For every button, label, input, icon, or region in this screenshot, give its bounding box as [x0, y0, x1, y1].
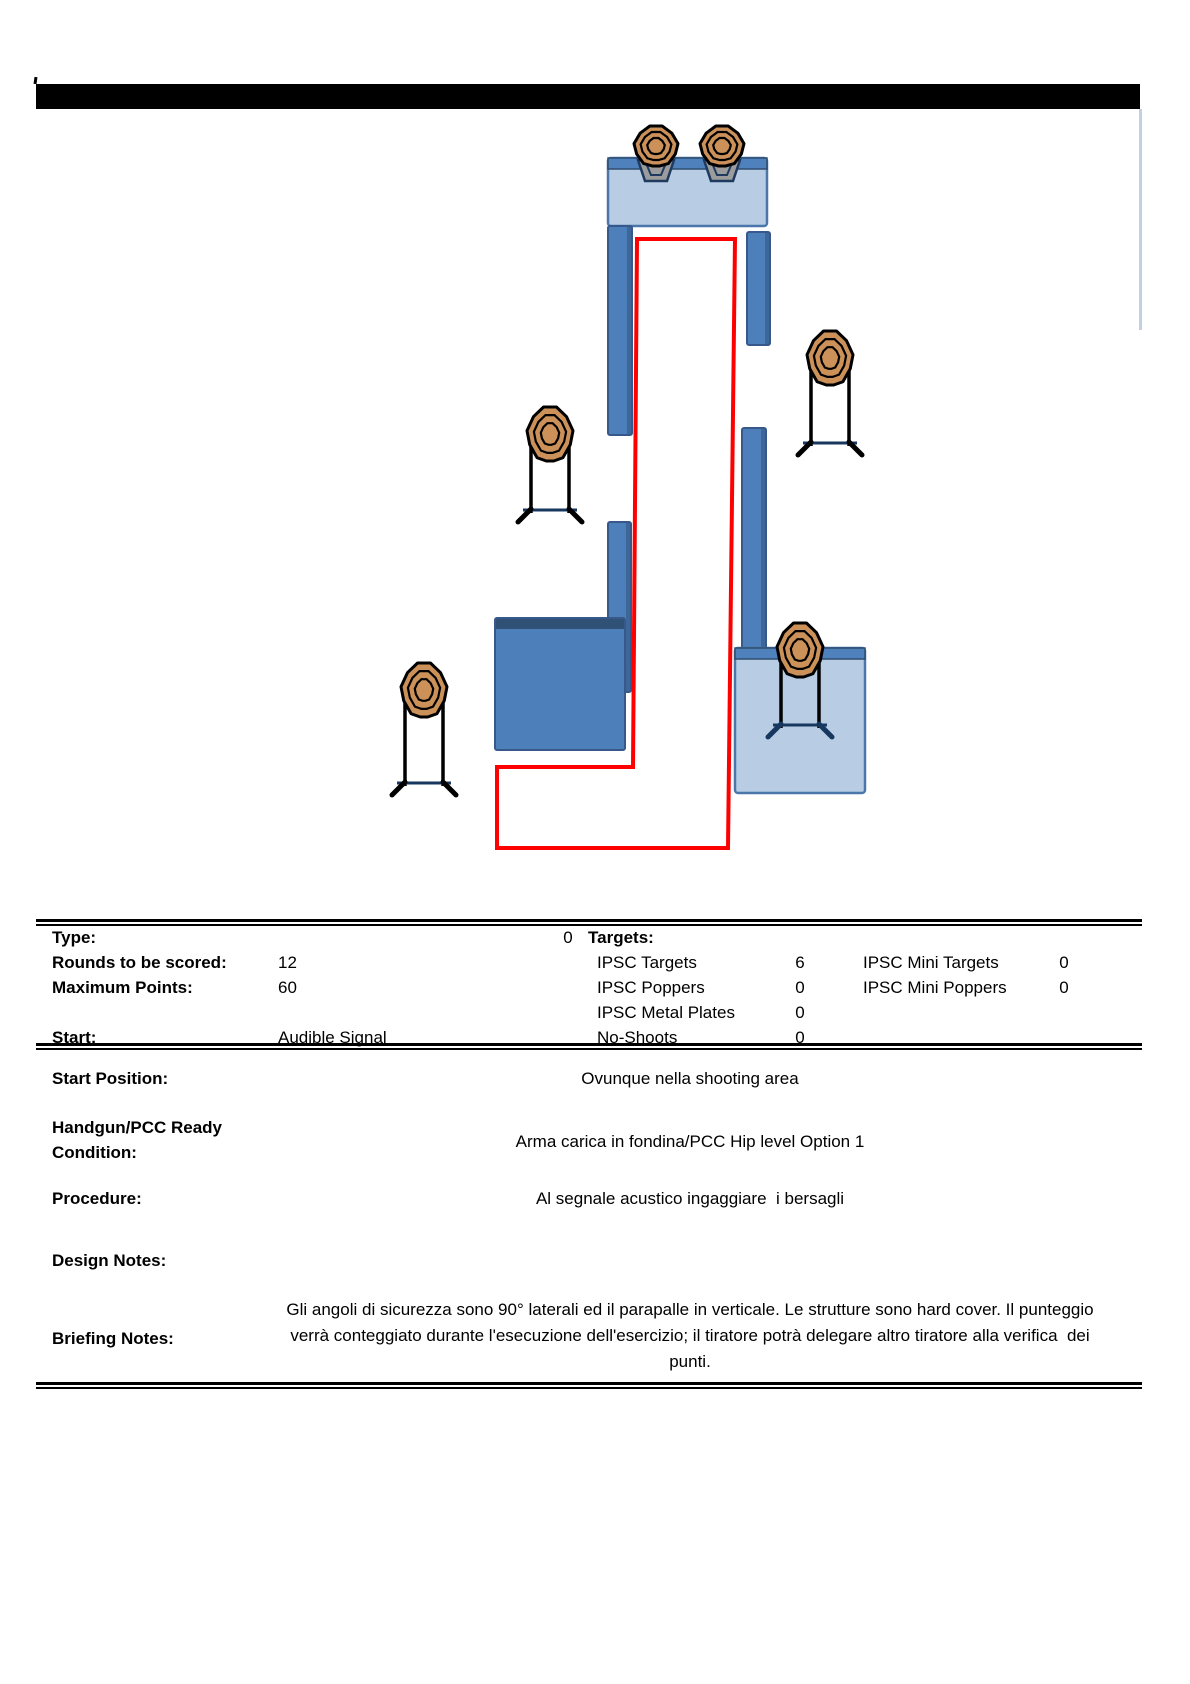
ipsc-mini-poppers-label: IPSC Mini Poppers [863, 978, 1007, 997]
targets-summary-count: 0 [563, 928, 573, 947]
right-mid-wall [742, 428, 766, 650]
table-bottom-rule [36, 1382, 1142, 1389]
table-top-rule [36, 919, 1142, 926]
ipsc-targets-label: IPSC Targets [597, 953, 697, 972]
procedure-value: Al segnale acustico ingaggiare i bersagli [535, 1189, 845, 1208]
ipsc-target-4 [518, 407, 582, 522]
table-middle-rule [36, 1043, 1142, 1050]
ipsc-mini-targets-label: IPSC Mini Targets [863, 953, 999, 972]
ready-condition-value: Arma carica in fondina/PCC Hip level Option 1 [515, 1132, 865, 1151]
rounds-label: Rounds to be scored: [52, 953, 227, 972]
center-box [495, 618, 625, 750]
ipsc-target-5 [392, 663, 456, 795]
ipsc-mini-targets-count: 0 [1059, 953, 1069, 972]
top-wall [608, 158, 767, 226]
max-points-label: Maximum Points: [52, 978, 193, 997]
start-position-value: Ovunque nella shooting area [581, 1069, 799, 1088]
ipsc-poppers-label: IPSC Poppers [597, 978, 705, 997]
rounds-value: 12 [278, 953, 297, 972]
design-notes-label: Design Notes: [52, 1251, 167, 1270]
type-label: Type: [52, 928, 97, 947]
ready-condition-label: Handgun/PCC Ready Condition: [52, 1118, 227, 1162]
left-upper-wall [608, 226, 632, 435]
ipsc-metal-plates-label: IPSC Metal Plates [597, 1003, 735, 1022]
ipsc-poppers-count: 0 [795, 978, 805, 997]
briefing-notes-value: Gli angoli di sicurezza sono 90° laterali ed il parapalle in verticale. Le strutture sono hard cover. Il punteggio verrà conteggiato durante l'esecuzione dell'esercizio; il tiratore potrà delegare altro tiratore alla verifica dei punti. [286, 1300, 1099, 1371]
ipsc-metal-plates-count: 0 [795, 1003, 805, 1022]
briefing-notes-label: Briefing Notes: [52, 1329, 174, 1348]
ipsc-target-3 [798, 331, 862, 455]
right-upper-wall [747, 232, 770, 345]
no-shoots-count: 0 [795, 1028, 805, 1047]
ipsc-targets-count: 6 [795, 953, 805, 972]
start-label: Start: [52, 1028, 97, 1047]
start-value: Audible Signal [278, 1028, 387, 1047]
no-shoots-label: No-Shoots [597, 1028, 678, 1047]
targets-header-label: Targets: [588, 928, 654, 947]
start-position-label: Start Position: [52, 1069, 169, 1088]
procedure-label: Procedure: [52, 1189, 142, 1208]
ipsc-mini-poppers-count: 0 [1059, 978, 1069, 997]
max-points-value: 60 [278, 978, 297, 997]
